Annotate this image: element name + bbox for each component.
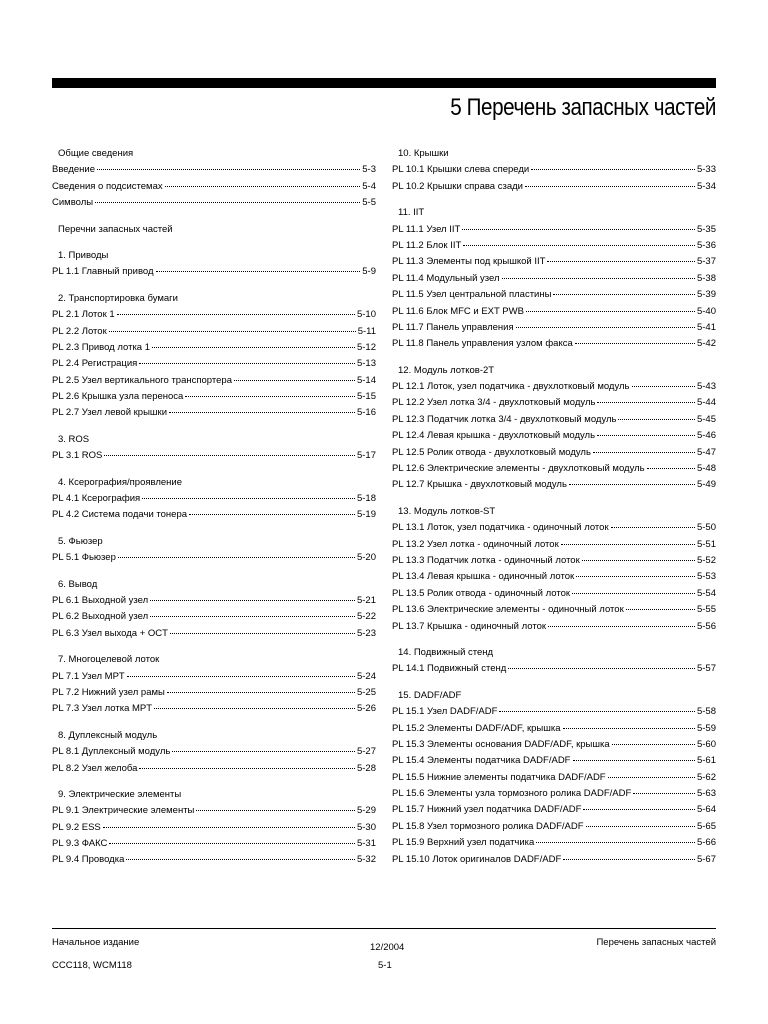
dot-leader: [611, 526, 695, 528]
dot-leader: [95, 201, 360, 203]
dot-leader: [633, 792, 695, 794]
toc-section: [52, 787, 376, 869]
toc-section: [52, 652, 376, 718]
toc-entry[interactable]: [52, 550, 376, 566]
toc-entry[interactable]: [392, 704, 716, 720]
toc-entry-page: 5-57: [696, 663, 716, 675]
dot-leader: [626, 608, 695, 610]
toc-entry[interactable]: [52, 836, 376, 852]
toc-entry[interactable]: [392, 379, 716, 395]
dot-leader: [563, 858, 695, 860]
section-heading: 15. DADF/ADF: [398, 689, 462, 701]
toc-entry-page: 5-30: [356, 821, 376, 833]
section-heading: 6. Вывод: [58, 578, 98, 590]
toc-entry-label: PL 13.4 Левая крышка - одиночный лоток: [392, 571, 575, 583]
toc-entry-page: 5-51: [696, 538, 716, 550]
dot-leader: [189, 513, 355, 515]
section-heading: 11. IIT: [398, 207, 425, 219]
toc-entry-label: PL 2.4 Регистрация: [52, 358, 138, 370]
toc-entry-label: PL 15.9 Верхний узел податчика: [392, 837, 535, 849]
toc-entry-label: PL 15.2 Элементы DADF/ADF, крышка: [392, 722, 561, 734]
toc-entry[interactable]: [392, 477, 716, 493]
toc-entry[interactable]: [52, 852, 376, 868]
footer-edition: Начальное издание: [52, 937, 140, 948]
toc-entry[interactable]: [52, 609, 376, 625]
header-rule: [52, 78, 716, 88]
toc-entry-label: PL 3.1 ROS: [52, 450, 103, 462]
dot-leader: [618, 418, 695, 420]
toc-entry-label: PL 4.2 Система подачи тонера: [52, 509, 188, 521]
toc-entry[interactable]: [52, 744, 376, 760]
dot-leader: [561, 543, 695, 545]
dot-leader: [575, 342, 695, 344]
dot-leader: [118, 556, 355, 558]
toc-entry-label: PL 1.1 Главный привод: [52, 266, 154, 278]
toc-entry-page: 5-13: [356, 358, 376, 370]
dot-leader: [152, 346, 355, 348]
dot-leader: [156, 270, 361, 272]
section-heading: 10. Крышки: [398, 148, 449, 159]
dot-leader: [142, 497, 355, 499]
toc-entry[interactable]: [52, 324, 376, 340]
dot-leader: [185, 395, 355, 397]
toc-entry[interactable]: [52, 761, 376, 777]
toc-entry[interactable]: [392, 786, 716, 802]
toc-entry[interactable]: [52, 264, 376, 280]
toc-entry[interactable]: [392, 661, 716, 677]
dot-leader: [126, 858, 355, 860]
dot-leader: [463, 244, 695, 246]
toc-section: [52, 577, 376, 643]
dot-leader: [167, 691, 355, 693]
toc-entry-label: Введение: [52, 164, 96, 176]
toc-entry-label: PL 2.7 Узел левой крышки: [52, 407, 168, 419]
toc-entry[interactable]: [392, 287, 716, 303]
toc-entry-page: 5-49: [696, 479, 716, 491]
toc-entry[interactable]: [52, 803, 376, 819]
toc-entry-label: PL 15.4 Элементы податчика DADF/ADF: [392, 755, 571, 767]
toc-entry-label: PL 2.3 Привод лотка 1: [52, 341, 151, 353]
toc-entry-label: PL 12.2 Узел лотка 3/4 - двухлотковый модуль: [392, 397, 596, 409]
toc-entry[interactable]: [392, 304, 716, 320]
toc-entry[interactable]: [52, 195, 376, 211]
dot-leader: [647, 467, 695, 469]
toc-entry-page: 5-10: [356, 309, 376, 321]
dot-leader: [104, 454, 355, 456]
toc-entry-label: PL 13.2 Узел лотка - одиночный лоток: [392, 538, 559, 550]
toc-section: [52, 248, 376, 281]
toc-entry-page: 5-31: [356, 838, 376, 850]
toc-entry[interactable]: [52, 340, 376, 356]
toc-entry-page: 5-9: [362, 266, 376, 278]
toc-entry-page: 5-50: [696, 522, 716, 534]
toc-entry-label: PL 11.3 Элементы под крышкой IIT: [392, 256, 546, 268]
toc-section: [392, 363, 716, 494]
toc-entry[interactable]: [392, 802, 716, 818]
toc-section: [52, 728, 376, 777]
toc-entry-page: 5-62: [696, 771, 716, 783]
section-heading: 13. Модуль лотков-ST: [398, 505, 496, 517]
toc-entry-page: 5-4: [362, 180, 376, 192]
toc-section: [52, 291, 376, 422]
dot-leader: [165, 185, 361, 187]
toc-entry[interactable]: [52, 373, 376, 389]
toc-entry[interactable]: [392, 770, 716, 786]
toc-entry-label: PL 11.4 Модульный узел: [392, 272, 500, 284]
toc-entry-page: 5-14: [356, 374, 376, 386]
dot-leader: [583, 808, 695, 810]
dot-leader: [526, 310, 695, 312]
dot-leader: [499, 710, 695, 712]
dot-leader: [573, 759, 695, 761]
section-heading: 7. Многоцелевой лоток: [58, 654, 160, 666]
toc-entry-label: PL 7.1 Узел MPT: [52, 670, 125, 682]
toc-entry-label: PL 13.5 Ролик отвода - одиночный лоток: [392, 587, 571, 599]
toc-entry-page: 5-65: [696, 820, 716, 832]
toc-entry[interactable]: [392, 753, 716, 769]
toc-section: [392, 146, 716, 195]
toc-entry-page: 5-5: [362, 197, 376, 209]
toc-entry-label: PL 11.7 Панель управления: [392, 321, 514, 333]
dot-leader: [109, 842, 355, 844]
toc-entry-label: PL 13.1 Лоток, узел податчика - одиночный лоток: [392, 522, 609, 534]
toc-entry[interactable]: [52, 356, 376, 372]
toc-entry-page: 5-38: [696, 272, 716, 284]
toc-entry-label: Сведения о подсистемах: [52, 180, 163, 192]
toc-section: [52, 222, 376, 238]
section-heading: 3. ROS: [58, 433, 90, 445]
toc-entry[interactable]: [52, 307, 376, 323]
toc-entry[interactable]: [392, 320, 716, 336]
toc-section: [392, 504, 716, 635]
toc-entry-page: 5-37: [696, 256, 716, 268]
toc-entry-label: PL 12.4 Левая крышка - двухлотковый модуль: [392, 430, 596, 442]
toc-entry-label: PL 9.1 Электрические элементы: [52, 805, 195, 817]
toc-entry-label: PL 15.1 Узел DADF/ADF: [392, 706, 498, 718]
toc-entry-page: 5-43: [696, 381, 716, 393]
toc-entry[interactable]: [392, 162, 716, 178]
dot-leader: [117, 313, 355, 315]
dot-leader: [109, 330, 356, 332]
toc-entry-label: PL 14.1 Подвижный стенд: [392, 663, 507, 675]
toc-entry-label: PL 2.2 Лоток: [52, 325, 107, 337]
toc-entry-page: 5-35: [696, 223, 716, 235]
toc-entry[interactable]: [392, 254, 716, 270]
section-heading: 14. Подвижный стенд: [398, 646, 494, 658]
toc-entry-label: PL 12.6 Электрические элементы - двухлотковый модуль: [392, 463, 645, 475]
toc-entry-label: PL 8.1 Дуплексный модуль: [52, 746, 171, 758]
section-heading: 8. Дуплексный модуль: [58, 729, 158, 741]
dot-leader: [139, 362, 355, 364]
dot-leader: [553, 293, 695, 295]
dot-leader: [234, 379, 355, 381]
dot-leader: [597, 434, 695, 436]
toc-entry-page: 5-26: [356, 703, 376, 715]
toc-entry[interactable]: [392, 569, 716, 585]
toc-entry-label: PL 9.3 ФАКС: [52, 838, 108, 850]
toc-entry-label: PL 12.7 Крышка - двухлотковый модуль: [392, 479, 567, 491]
dot-leader: [169, 411, 355, 413]
dot-leader: [150, 615, 355, 617]
toc-entry[interactable]: [52, 507, 376, 523]
toc-entry[interactable]: [392, 179, 716, 195]
toc-entry-label: PL 15.10 Лоток оригиналов DADF/ADF: [392, 853, 562, 865]
toc-entry-page: 5-39: [696, 289, 716, 301]
toc-entry-label: PL 5.1 Фьюзер: [52, 552, 116, 564]
toc-entry-page: 5-41: [696, 321, 716, 333]
toc-entry-label: PL 9.4 Проводка: [52, 854, 125, 866]
toc-entry-label: PL 15.6 Элементы узла тормозного ролика DADF/ADF: [392, 788, 632, 800]
dot-leader: [612, 743, 695, 745]
toc-entry-page: 5-25: [356, 686, 376, 698]
toc-entry-label: PL 2.5 Узел вертикального транспортера: [52, 374, 232, 386]
section-heading: 2. Транспортировка бумаги: [58, 292, 178, 304]
dot-leader: [569, 483, 695, 485]
footer-date: 12/2004: [370, 942, 405, 953]
toc-entry-label: PL 2.1 Лоток 1: [52, 309, 115, 321]
toc-entry[interactable]: [392, 222, 716, 238]
toc-entry[interactable]: [52, 626, 376, 642]
toc-entry[interactable]: [392, 835, 716, 851]
dot-leader: [536, 841, 695, 843]
toc-entry-label: PL 15.7 Нижний узел податчика DADF/ADF: [392, 804, 582, 816]
toc-entry-page: 5-12: [356, 341, 376, 353]
toc-entry[interactable]: [52, 162, 376, 178]
toc-entry-page: 5-28: [356, 762, 376, 774]
toc-entry-label: PL 2.6 Крышка узла переноса: [52, 391, 184, 403]
toc-entry[interactable]: [392, 238, 716, 254]
dot-leader: [586, 825, 695, 827]
toc-entry-label: PL 15.8 Узел тормозного ролика DADF/ADF: [392, 820, 584, 832]
toc-entry-page: 5-66: [696, 837, 716, 849]
dot-leader: [508, 667, 695, 669]
footer-page-number: 5-1: [378, 960, 392, 971]
toc-entry-page: 5-55: [696, 604, 716, 616]
toc-entry[interactable]: [392, 336, 716, 352]
toc-entry[interactable]: [392, 428, 716, 444]
dot-leader: [547, 260, 695, 262]
toc-entry-page: 5-32: [356, 854, 376, 866]
toc-right-column: [392, 146, 716, 868]
toc-entry-page: 5-22: [356, 611, 376, 623]
toc-entry[interactable]: [52, 593, 376, 609]
dot-leader: [597, 401, 695, 403]
dot-leader: [170, 632, 355, 634]
toc-section: [52, 475, 376, 524]
toc-entry[interactable]: [392, 619, 716, 635]
dot-leader: [572, 592, 695, 594]
toc-entry[interactable]: [392, 395, 716, 411]
toc-entry[interactable]: [52, 448, 376, 464]
toc-entry-label: PL 6.3 Узел выхода + OCT: [52, 627, 168, 639]
toc-entry-label: Символы: [52, 197, 94, 209]
toc-entry-page: 5-40: [696, 305, 716, 317]
toc-entry-page: 5-64: [696, 804, 716, 816]
toc-entry-page: 5-47: [696, 446, 716, 458]
toc-left-column: [52, 146, 376, 869]
toc-entry[interactable]: [52, 179, 376, 195]
toc-entry-page: 5-53: [696, 571, 716, 583]
dot-leader: [531, 168, 695, 170]
toc-entry-label: PL 11.6 Блок MFC и EXT PWB: [392, 305, 524, 317]
toc-entry-page: 5-45: [696, 413, 716, 425]
toc-section: [52, 534, 376, 567]
toc-entry[interactable]: [392, 852, 716, 868]
toc-entry-label: PL 6.2 Выходной узел: [52, 611, 149, 623]
toc-entry-label: PL 9.2 ESS: [52, 821, 101, 833]
toc-entry-label: PL 4.1 Ксерография: [52, 493, 141, 505]
toc-entry-page: 5-44: [696, 397, 716, 409]
dot-leader: [563, 727, 695, 729]
toc-entry-label: PL 11.1 Узел IIT: [392, 223, 461, 235]
dot-leader: [103, 826, 355, 828]
toc-entry[interactable]: [392, 520, 716, 536]
toc-entry-label: PL 11.8 Панель управления узлом факса: [392, 338, 573, 350]
dot-leader: [593, 451, 695, 453]
toc-entry-page: 5-33: [696, 164, 716, 176]
toc-entry[interactable]: [52, 389, 376, 405]
dot-leader: [172, 750, 355, 752]
toc-entry-label: PL 7.3 Узел лотка MPT: [52, 703, 153, 715]
toc-entry-page: 5-21: [356, 594, 376, 606]
toc-entry-label: PL 6.1 Выходной узел: [52, 594, 149, 606]
dot-leader: [632, 385, 695, 387]
section-heading: 4. Ксерография/проявление: [58, 476, 182, 488]
dot-leader: [548, 625, 695, 627]
footer-section-name: Перечень запасных частей: [596, 937, 716, 948]
section-heading: Общие сведения: [58, 148, 134, 159]
toc-entry-page: 5-42: [696, 338, 716, 350]
toc-entry-page: 5-48: [696, 463, 716, 475]
toc-entry-page: 5-46: [696, 430, 716, 442]
toc-entry-label: PL 8.2 Узел желоба: [52, 762, 138, 774]
toc-entry-page: 5-11: [357, 325, 376, 337]
dot-leader: [502, 277, 695, 279]
toc-entry-page: 5-18: [356, 493, 376, 505]
toc-entry-page: 5-15: [356, 391, 376, 403]
toc-entry-page: 5-16: [356, 407, 376, 419]
toc-entry[interactable]: [52, 669, 376, 685]
toc-entry-page: 5-60: [696, 738, 716, 750]
toc-entry-page: 5-56: [696, 620, 716, 632]
dot-leader: [608, 776, 695, 778]
toc-entry-label: PL 15.3 Элементы основания DADF/ADF, крышка: [392, 738, 610, 750]
toc-entry-label: PL 7.2 Нижний узел рамы: [52, 686, 165, 698]
section-heading: 12. Модуль лотков-2T: [398, 364, 495, 376]
toc-entry[interactable]: [392, 445, 716, 461]
section-heading: 1. Приводы: [58, 249, 109, 261]
section-heading: Перечни запасных частей: [58, 223, 173, 235]
toc-entry-label: PL 10.2 Крышки справа сзади: [392, 180, 523, 192]
page-title: 5 Перечень запасных частей: [450, 94, 716, 121]
toc-entry-page: 5-29: [356, 805, 376, 817]
toc-entry[interactable]: [52, 820, 376, 836]
toc-entry-page: 5-23: [356, 627, 376, 639]
toc-entry-label: PL 13.3 Податчик лотка - одиночный лоток: [392, 554, 580, 566]
section-heading: 9. Электрические элементы: [58, 788, 182, 800]
dot-leader: [150, 599, 355, 601]
footer-rule: [52, 928, 716, 929]
toc-entry-page: 5-3: [362, 164, 376, 176]
toc-entry-label: PL 11.5 Узел центральной пластины: [392, 289, 552, 301]
toc-entry-page: 5-58: [696, 706, 716, 718]
toc-entry-label: PL 12.5 Ролик отвода - двухлотковый модуль: [392, 446, 591, 458]
dot-leader: [196, 809, 355, 811]
toc-entry-page: 5-52: [696, 554, 716, 566]
toc-section: [392, 645, 716, 678]
dot-leader: [154, 707, 355, 709]
toc-entry[interactable]: [392, 721, 716, 737]
section-heading: 5. Фьюзер: [58, 535, 103, 547]
toc-entry-page: 5-34: [696, 180, 716, 192]
dot-leader: [576, 575, 695, 577]
toc-section: [392, 205, 716, 353]
toc-entry[interactable]: [52, 701, 376, 717]
toc-entry-label: PL 13.6 Электрические элементы - одиночный лоток: [392, 604, 624, 616]
toc-entry[interactable]: [392, 553, 716, 569]
dot-leader: [462, 228, 695, 230]
toc-entry[interactable]: [392, 271, 716, 287]
dot-leader: [139, 767, 355, 769]
toc-entry[interactable]: [52, 685, 376, 701]
dot-leader: [525, 185, 695, 187]
toc-entry[interactable]: [392, 586, 716, 602]
toc-section: [392, 688, 716, 868]
toc-entry-page: 5-27: [356, 746, 376, 758]
toc-entry-page: 5-36: [696, 239, 716, 251]
footer-models: CCC118, WCM118: [52, 960, 132, 971]
toc-entry[interactable]: [392, 602, 716, 618]
toc-entry[interactable]: [392, 412, 716, 428]
toc-entry-page: 5-59: [696, 722, 716, 734]
toc-entry-page: 5-20: [356, 552, 376, 564]
toc-entry-page: 5-17: [356, 450, 376, 462]
toc-entry-page: 5-61: [696, 755, 716, 767]
toc-entry-label: PL 12.3 Податчик лотка 3/4 - двухлотковый модуль: [392, 413, 617, 425]
toc-entry-label: PL 10.1 Крышки слева спереди: [392, 164, 530, 176]
toc-entry-label: PL 13.7 Крышка - одиночный лоток: [392, 620, 547, 632]
toc-entry[interactable]: [392, 461, 716, 477]
toc-section: [52, 432, 376, 465]
dot-leader: [582, 559, 695, 561]
toc-entry[interactable]: [52, 491, 376, 507]
toc-entry-page: 5-19: [356, 509, 376, 521]
toc-entry-label: PL 11.2 Блок IIT: [392, 239, 462, 251]
toc-entry-page: 5-24: [356, 670, 376, 682]
toc-entry-page: 5-67: [696, 853, 716, 865]
dot-leader: [127, 675, 355, 677]
toc-entry-page: 5-63: [696, 788, 716, 800]
toc-entry-label: PL 15.5 Нижние элементы податчика DADF/ADF: [392, 771, 606, 783]
toc-entry[interactable]: [392, 537, 716, 553]
toc-entry[interactable]: [392, 737, 716, 753]
dot-leader: [516, 326, 695, 328]
dot-leader: [97, 168, 360, 170]
toc-entry-page: 5-54: [696, 587, 716, 599]
toc-entry-label: PL 12.1 Лоток, узел податчика - двухлотковый модуль: [392, 381, 630, 393]
toc-section: [52, 146, 376, 212]
toc-entry[interactable]: [52, 405, 376, 421]
toc-entry[interactable]: [392, 819, 716, 835]
